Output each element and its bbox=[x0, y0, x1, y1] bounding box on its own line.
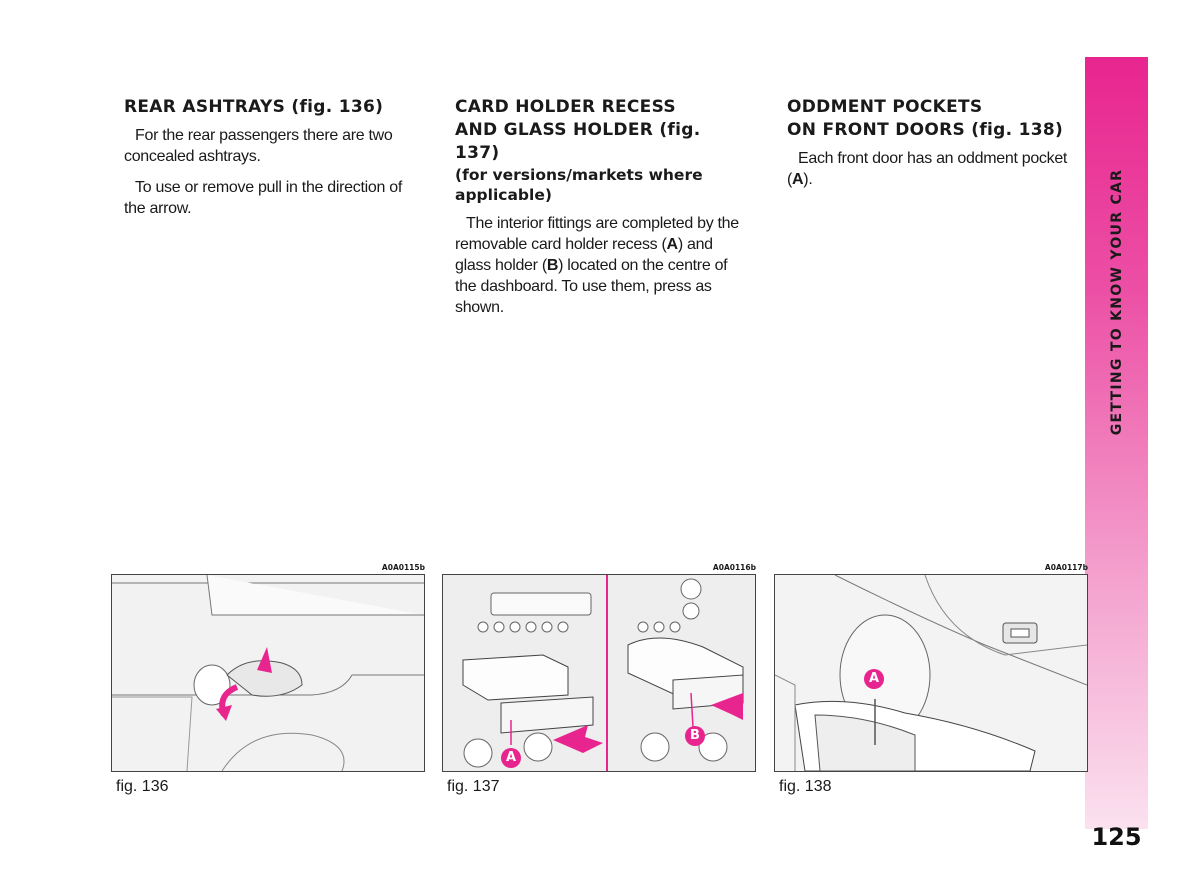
figure-136 bbox=[111, 562, 425, 796]
callout-a-marker: A bbox=[864, 669, 884, 689]
figure-illustration bbox=[442, 574, 756, 772]
figure-137 bbox=[442, 562, 756, 796]
chapter-tab bbox=[1085, 57, 1148, 851]
paragraph: To use or remove pull in the direction of the arrow. bbox=[124, 179, 402, 217]
figure-caption: fig. 137 bbox=[447, 778, 500, 795]
paragraph: Each front door has an oddment pocket (A). bbox=[787, 150, 1068, 188]
chapter-title: GETTING TO KNOW YOUR CAR bbox=[1108, 168, 1125, 436]
figure-reference: (fig. 137) bbox=[455, 120, 701, 163]
figure-illustration bbox=[774, 574, 1088, 772]
figure-caption: fig. 138 bbox=[779, 778, 832, 795]
figure-code: A0A0116b bbox=[712, 563, 756, 572]
section-oddment-pockets bbox=[787, 96, 1077, 200]
section-heading: ODDMENT POCKETS ON FRONT DOORS (fig. 138) bbox=[787, 97, 1064, 140]
section-card-holder bbox=[455, 96, 745, 328]
figure-reference: (fig. 138) bbox=[971, 120, 1064, 140]
section-heading: REAR ASHTRAYS (fig. 136) bbox=[124, 97, 384, 117]
figure-138 bbox=[774, 562, 1088, 796]
callout-b-marker: B bbox=[685, 726, 705, 746]
paragraph: The interior fittings are completed by the removable card holder recess (A) and glass holder (B) located on the centre of the dashboard. To use them, press as shown. bbox=[455, 215, 739, 316]
section-subheading: (for versions/markets where applicable) bbox=[455, 166, 703, 204]
figure-code: A0A0117b bbox=[1044, 563, 1088, 572]
section-rear-ashtrays bbox=[124, 96, 414, 229]
page-number: 125 bbox=[1091, 823, 1142, 851]
figure-illustration bbox=[111, 574, 425, 772]
figure-reference: (fig. 136) bbox=[291, 97, 384, 117]
callout-a-marker: A bbox=[501, 748, 521, 768]
paragraph: For the rear passengers there are two concealed ashtrays. bbox=[124, 127, 393, 165]
section-heading: CARD HOLDER RECESS AND GLASS HOLDER (fig. 137) bbox=[455, 97, 701, 163]
figure-code: A0A0115b bbox=[381, 563, 425, 572]
figure-caption: fig. 136 bbox=[116, 778, 169, 795]
